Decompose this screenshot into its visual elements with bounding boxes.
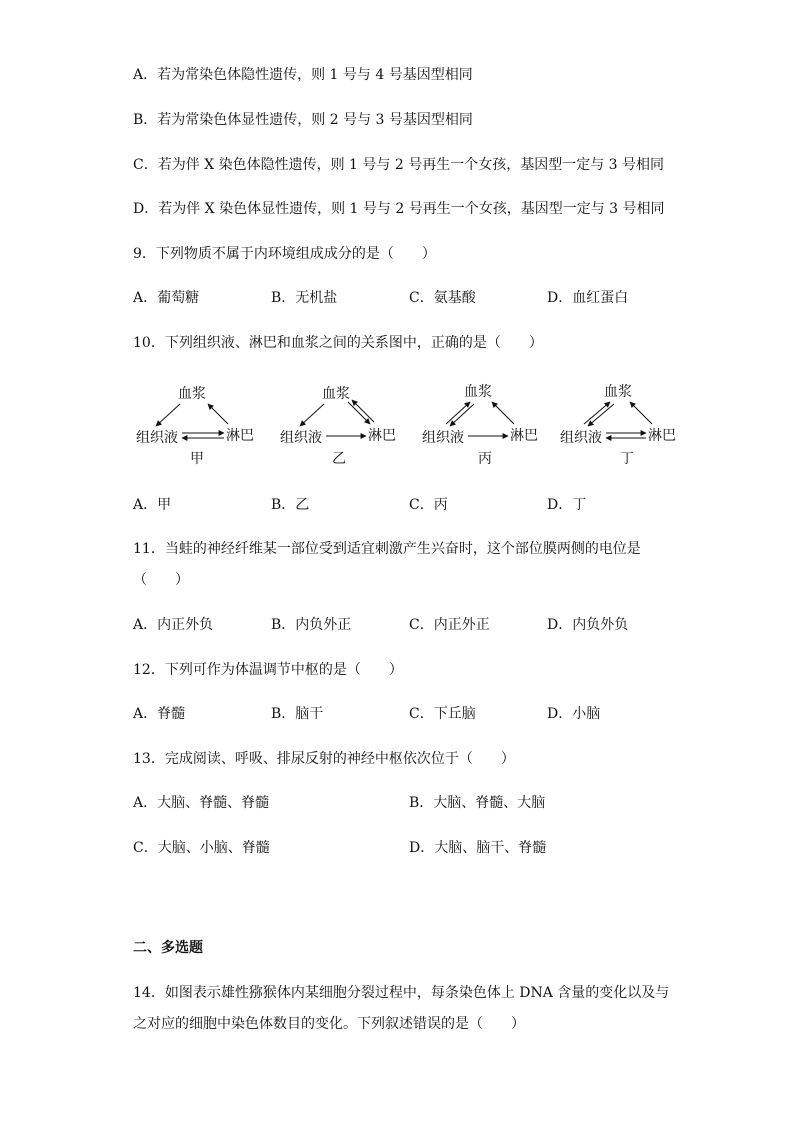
diagram-jia-tissue-fluid: 组织液 [136, 430, 178, 446]
q14-stem-line2: 之对应的细胞中染色体数目的变化。下列叙述错误的是（ ） [133, 1016, 525, 1032]
diagram-ding [560, 383, 676, 467]
q10-relationship-diagrams [130, 378, 690, 468]
q13-option-a: A．大脑、脊髓、脊髓 [133, 795, 270, 811]
q12-option-b: B．脑干 [271, 706, 324, 722]
section-heading-multiple-choice: 二、多选题 [133, 940, 203, 956]
q11-option-b: B．内负外正 [271, 617, 352, 633]
q9-option-b: B．无机盐 [271, 290, 338, 306]
diagram-ding-tissue-fluid: 组织液 [560, 430, 602, 446]
q10-option-b: B．乙 [271, 497, 310, 513]
q11-option-a: A．内正外负 [133, 617, 214, 633]
q12-option-d: D．小脑 [547, 706, 601, 722]
diagram-ding-name: 丁 [620, 451, 634, 467]
q10-stem: 10．下列组织液、淋巴和血浆之间的关系图中，正确的是（ ） [133, 335, 543, 351]
q13-option-d: D．大脑、脑干、脊髓 [409, 840, 547, 856]
q11-option-c: C．内正外正 [409, 617, 490, 633]
diagram-bing-lymph: 淋巴 [510, 428, 538, 444]
diagram-bing [422, 383, 538, 467]
diagram-jia [136, 385, 254, 467]
q10-option-a: A．甲 [133, 497, 172, 513]
diagram-jia-name: 甲 [190, 451, 204, 467]
q8-option-d: D．若为伴 X 染色体显性遗传，则 1 号与 2 号再生一个女孩，基因型一定与 3 号相同 [133, 201, 665, 217]
q13-option-c: C．大脑、小脑、脊髓 [133, 840, 270, 856]
q11-stem-cont: （ ） [133, 572, 189, 588]
q9-option-d: D．血红蛋白 [547, 290, 629, 306]
diagram-yi-name: 乙 [332, 451, 346, 467]
diagram-bing-tissue-fluid: 组织液 [422, 430, 464, 446]
diagram-ding-plasma: 血浆 [604, 384, 632, 400]
q14-stem-line1: 14．如图表示雄性猕猴体内某细胞分裂过程中，每条染色体上 DNA 含量的变化以及与 [133, 985, 670, 1001]
q9-stem: 9．下列物质不属于内环境组成成分的是（ ） [133, 246, 436, 262]
q11-stem: 11．当蛙的神经纤维某一部位受到适宜刺激产生兴奋时，这个部位膜两侧的电位是 [133, 541, 641, 557]
q8-option-c: C．若为伴 X 染色体隐性遗传，则 1 号与 2 号再生一个女孩，基因型一定与 3 号相同 [133, 157, 664, 173]
diagram-ding-lymph: 淋巴 [648, 428, 676, 444]
diagram-yi-plasma: 血浆 [322, 386, 350, 402]
diagram-yi-tissue-fluid: 组织液 [280, 430, 322, 446]
q8-option-a: A．若为常染色体隐性遗传，则 1 号与 4 号基因型相同 [133, 67, 473, 83]
q10-option-d: D．丁 [547, 497, 587, 513]
diagram-bing-name: 丙 [478, 451, 492, 467]
q9-option-c: C．氨基酸 [409, 290, 476, 306]
q12-option-c: C．下丘脑 [409, 706, 476, 722]
diagram-jia-plasma: 血浆 [178, 386, 206, 402]
diagram-yi [280, 385, 396, 467]
q13-option-b: B．大脑、脊髓、大脑 [409, 795, 546, 811]
diagram-yi-lymph: 淋巴 [368, 428, 396, 444]
q11-option-d: D．内负外负 [547, 617, 629, 633]
diagram-bing-plasma: 血浆 [464, 384, 492, 400]
q12-stem: 12．下列可作为体温调节中枢的是（ ） [133, 662, 403, 678]
diagram-jia-lymph: 淋巴 [226, 428, 254, 444]
q8-option-b: B．若为常染色体显性遗传，则 2 号与 3 号基因型相同 [133, 112, 473, 128]
q10-option-c: C．丙 [409, 497, 448, 513]
q12-option-a: A．脊髓 [133, 706, 186, 722]
q9-option-a: A．葡萄糖 [133, 290, 200, 306]
q13-stem: 13．完成阅读、呼吸、排尿反射的神经中枢依次位于（ ） [133, 751, 515, 767]
